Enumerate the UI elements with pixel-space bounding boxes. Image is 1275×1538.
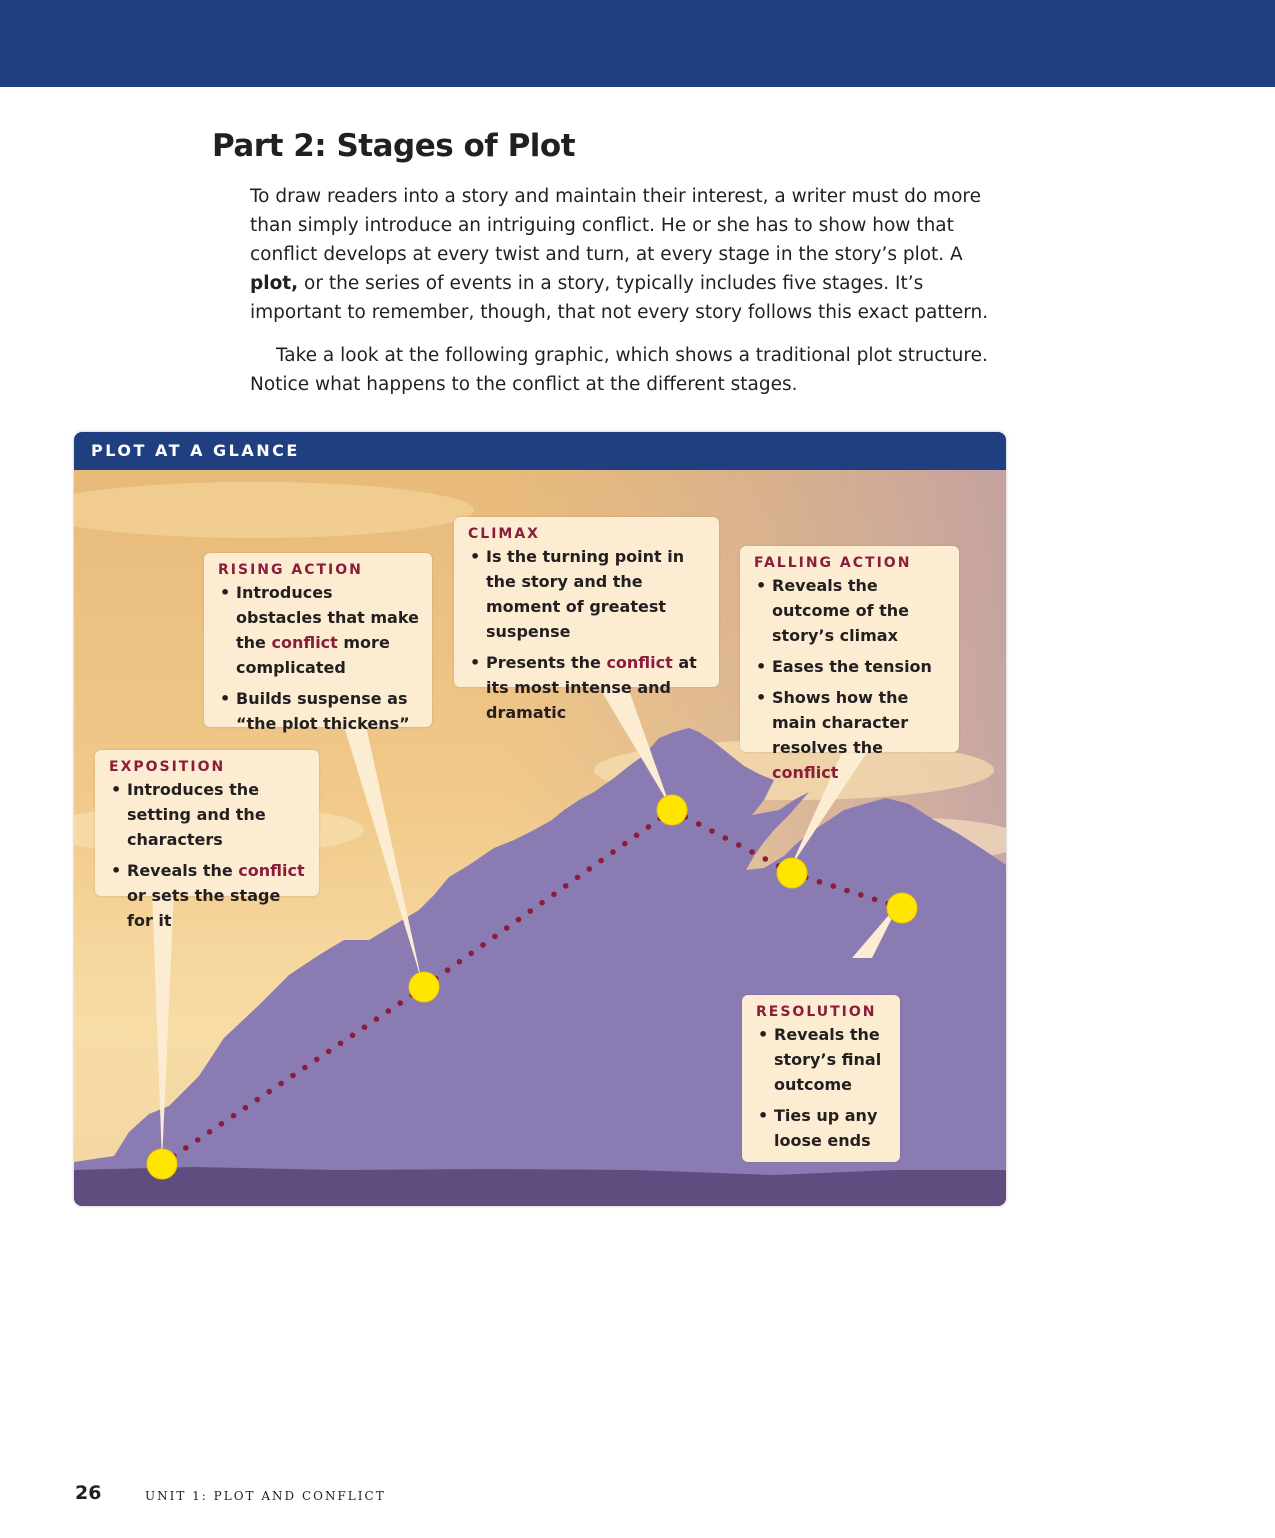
climax-callout bbox=[454, 517, 719, 722]
plot-term: plot, bbox=[250, 273, 299, 294]
falling-action-marker bbox=[777, 858, 807, 888]
plot-line-dot bbox=[255, 1097, 261, 1103]
plot-line-dot bbox=[736, 842, 742, 848]
plot-line-dot bbox=[817, 879, 823, 885]
conflict-keyword: conflict bbox=[271, 633, 338, 652]
plot-line-dot bbox=[598, 858, 604, 864]
falling-action-bullet: • Eases the tension bbox=[754, 654, 947, 679]
plot-line-dot bbox=[350, 1033, 356, 1039]
rising-action-callout bbox=[204, 553, 432, 733]
plot-line-dot bbox=[231, 1113, 237, 1119]
plot-line-dot bbox=[575, 875, 581, 881]
rising-action-title: RISING ACTION bbox=[218, 562, 363, 578]
climax-list bbox=[468, 544, 707, 725]
intro-text-run: or the series of events in a story, typically includes five stages. It’s important to remember, though, that not every story follows this exact pattern. bbox=[250, 273, 989, 323]
plot-line-dot bbox=[243, 1105, 249, 1111]
plot-line-dot bbox=[504, 925, 510, 931]
plot-line-dot bbox=[338, 1041, 344, 1047]
page-title: Part 2: Stages of Plot bbox=[212, 128, 576, 164]
plot-line-dot bbox=[610, 849, 616, 855]
resolution-bullet: • Reveals the story’s final outcome bbox=[756, 1022, 888, 1097]
resolution-list bbox=[756, 1022, 888, 1153]
intro-text bbox=[250, 182, 1010, 399]
exposition-list bbox=[109, 777, 307, 933]
plot-line-dot bbox=[374, 1016, 380, 1022]
conflict-keyword: conflict bbox=[772, 763, 839, 782]
falling-action-list bbox=[754, 573, 947, 785]
plot-line-dot bbox=[386, 1008, 392, 1014]
plot-line-dot bbox=[696, 821, 702, 827]
plot-line-dot bbox=[844, 888, 850, 894]
rising-action-list bbox=[218, 580, 420, 736]
plot-line-dot bbox=[763, 856, 769, 862]
bullet-text: Introduces obstacles that make the bbox=[236, 583, 419, 652]
plot-line-dot bbox=[290, 1073, 296, 1079]
exposition-callout bbox=[95, 750, 319, 930]
falling-action-bullet: • Reveals the outcome of the story’s climax bbox=[754, 573, 947, 648]
plot-line-dot bbox=[831, 883, 837, 889]
falling-action-callout bbox=[740, 546, 959, 782]
page-number: 26 bbox=[75, 1482, 102, 1504]
plot-line-dot bbox=[492, 934, 498, 940]
plot-line-dot bbox=[183, 1145, 189, 1151]
plot-line-dot bbox=[326, 1049, 332, 1055]
rising-action-marker bbox=[409, 972, 439, 1002]
conflict-keyword: conflict bbox=[606, 653, 673, 672]
exposition-marker bbox=[147, 1149, 177, 1179]
climax-bullet bbox=[468, 650, 707, 725]
plot-line-dot bbox=[528, 908, 534, 914]
exposition-title: EXPOSITION bbox=[109, 759, 226, 775]
bullet-text: or sets the stage for it bbox=[127, 886, 281, 930]
plot-line-dot bbox=[551, 892, 557, 898]
plot-line-dot bbox=[266, 1089, 272, 1095]
plot-line-dot bbox=[749, 849, 755, 855]
resolution-title: RESOLUTION bbox=[756, 1004, 877, 1020]
plot-line-dot bbox=[723, 835, 729, 841]
rising-action-bullet: • Builds suspense as “the plot thickens” bbox=[218, 686, 420, 736]
plot-line-dot bbox=[634, 833, 640, 839]
running-head: UNIT 1: PLOT AND CONFLICT bbox=[145, 1489, 386, 1503]
climax-title: CLIMAX bbox=[468, 526, 540, 542]
bullet-text: at its most intense and dramatic bbox=[486, 653, 697, 722]
ground bbox=[74, 1167, 1006, 1206]
plot-line-dot bbox=[219, 1121, 225, 1127]
plot-line-dot bbox=[587, 866, 593, 872]
intro-paragraph-1 bbox=[250, 182, 1010, 327]
plot-line-dot bbox=[646, 824, 652, 830]
plot-line-dot bbox=[563, 883, 569, 889]
exposition-bullet: • Introduces the setting and the characters bbox=[109, 777, 307, 852]
bullet-text: Reveals the bbox=[127, 861, 239, 880]
plot-line-dot bbox=[468, 951, 474, 957]
plot-line-dot bbox=[278, 1081, 284, 1087]
plot-line-dot bbox=[457, 959, 463, 965]
plot-line-dot bbox=[480, 942, 486, 948]
intro-paragraph-2: Take a look at the following graphic, which shows a traditional plot structure. Notice what happens to the conflict at the different stages. bbox=[250, 345, 988, 395]
top-color-band bbox=[0, 0, 1275, 87]
plot-line-dot bbox=[362, 1024, 368, 1030]
climax-bullet: • Is the turning point in the story and the moment of greatest suspense bbox=[468, 544, 707, 644]
bullet-text: Shows how the main character resolves the bbox=[772, 688, 909, 757]
plot-line-dot bbox=[539, 900, 545, 906]
plot-line-dot bbox=[397, 1000, 403, 1006]
exposition-bullet bbox=[109, 858, 307, 933]
intro-text-run: To draw readers into a story and maintain their interest, a writer must do more than simply introduce an intriguing conflict. He or she has to show how that conflict develops at every twist and turn, at every stage in the story’s plot. A bbox=[250, 186, 981, 265]
plot-line-dot bbox=[872, 897, 878, 903]
falling-action-bullet bbox=[754, 685, 947, 785]
climax-marker bbox=[657, 795, 687, 825]
plot-line-dot bbox=[622, 841, 628, 847]
plot-line-dot bbox=[516, 917, 522, 923]
plot-line-dot bbox=[858, 892, 864, 898]
plot-line-dot bbox=[709, 828, 715, 834]
rising-action-bullet bbox=[218, 580, 420, 680]
resolution-marker bbox=[887, 893, 917, 923]
plot-at-a-glance-graphic bbox=[74, 432, 1006, 1206]
plot-line-dot bbox=[314, 1057, 320, 1063]
resolution-bullet: • Ties up any loose ends bbox=[756, 1103, 888, 1153]
conflict-keyword: conflict bbox=[238, 861, 305, 880]
plot-line-dot bbox=[445, 967, 451, 973]
resolution-callout bbox=[742, 995, 900, 1162]
bullet-text: more complicated bbox=[236, 633, 390, 677]
plot-line-dot bbox=[302, 1065, 308, 1071]
plot-line-dot bbox=[207, 1129, 213, 1135]
bullet-text: Presents the bbox=[486, 653, 607, 672]
graphic-header: PLOT AT A GLANCE bbox=[74, 432, 1006, 470]
falling-action-title: FALLING ACTION bbox=[754, 555, 912, 571]
plot-line-dot bbox=[195, 1137, 201, 1143]
